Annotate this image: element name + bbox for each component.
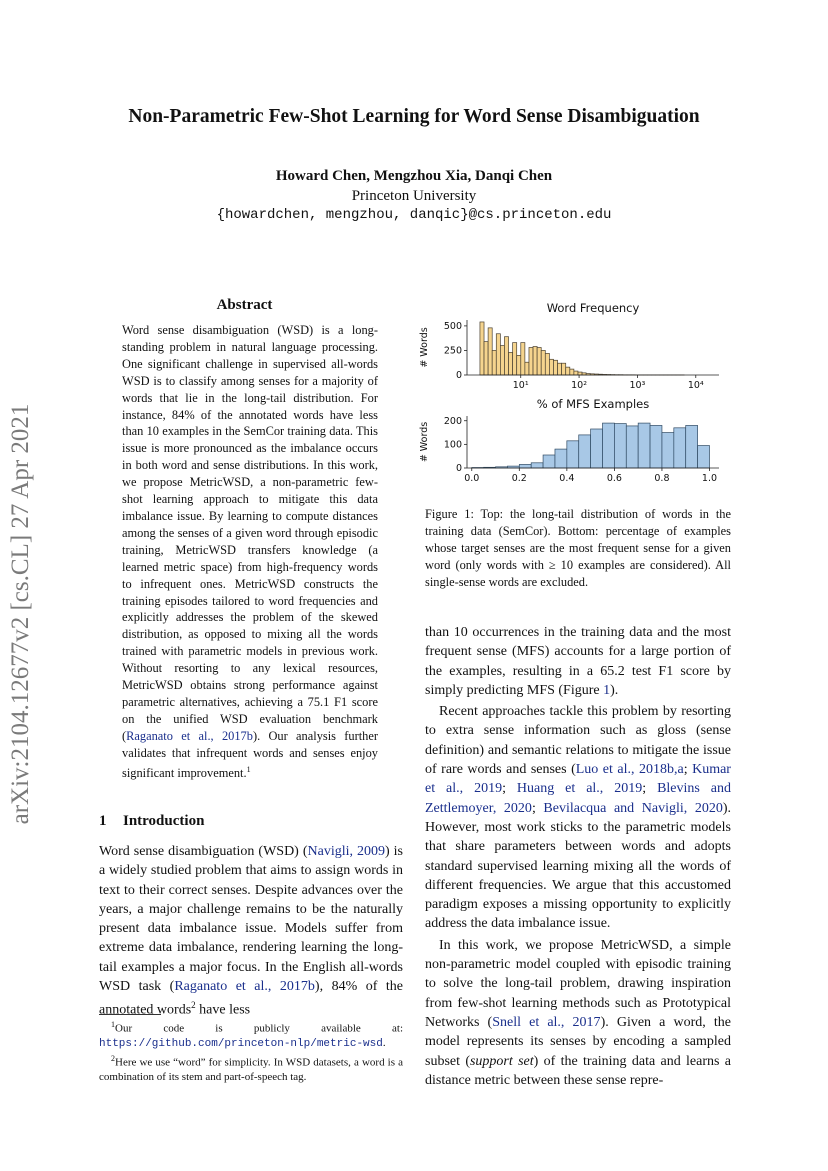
y-tick-label: 250 [443, 345, 462, 357]
x-tick-label: 0.4 [559, 473, 575, 484]
footnote-marker[interactable]: 1 [246, 764, 251, 774]
histogram-bar [626, 426, 638, 468]
histogram-bar [614, 424, 626, 468]
section-title: Introduction [123, 813, 205, 829]
intro-text: In this work, we propose MetricWSD, a simple non-parametric model coupled with episodic training to solve the long-tail problem, drawing inspiration from few-shot learning methods such as Prototypical Networks ( [425, 937, 731, 1030]
intro-text: ). Given a word, the model represents its senses by encoding a sampled subset ( [425, 1014, 731, 1069]
histogram-bar [531, 463, 543, 468]
citation-link[interactable]: Navigli, 2009 [307, 844, 385, 859]
x-tick-label: 0.2 [511, 473, 527, 484]
chart-title: Word Frequency [546, 301, 640, 315]
citation-link[interactable]: Raganato et al., 2017b [174, 979, 315, 995]
figure-1-charts [419, 298, 729, 494]
histogram-bar [578, 372, 582, 375]
histogram-bar [529, 348, 533, 376]
histogram-bar [650, 425, 662, 468]
abstract-body: Word sense disambiguation (WSD) is a long-standing problem in natural language processing. One significant challenge in supervised all-words WSD is to classify among senses for a majority of words that lie in the long-tail distribution. For instance, 84% of the annotated words have less than 10 examples in the SemCor training data. This issue is more pronounced as the imbalance occurs in both word and sense distributions. In this work, we propose MetricWSD, a non-parametric few-shot learning approach to mitigate this data imbalance issue. By learning to compute distances among the senses of a given word through episodic training, MetricWSD transfers knowledge (a learned metric space) from high-frequency words to infrequent ones. MetricWSD constructs the training episodes tailored to word frequencies and explicitly addresses the problem of the skewed distribution, as opposed to mixing all the words trained with parametric models in previous work. Without resorting to any lexical resources, MetricWSD obtains strong performance against parametric alternatives, achieving a 75.1 F1 score on the unified WSD evaluation benchmark ( [122, 323, 378, 743]
intro-text: ) is a widely studied problem that aims to assign words in text to their correct senses. Despite advances over the years, a major challenge remains to be the naturally present data imbalance issue. Models suffer from extreme data imbalance, rendering learning the long-tail examples a major focus. In the English all-words WSD task ( [99, 844, 403, 995]
footnote-divider [99, 1014, 161, 1015]
separator: ; [502, 781, 517, 797]
citation-link[interactable]: Luo et al., 2018b,a [575, 762, 684, 778]
histogram-bar [525, 362, 529, 375]
histogram-bar [674, 428, 686, 468]
word-frequency-histogram [419, 301, 719, 391]
histogram-bar [562, 363, 566, 375]
histogram-bar [553, 360, 557, 375]
abstract-heading: Abstract [216, 297, 273, 313]
footnote-number: 1 [111, 1020, 115, 1029]
citation-link[interactable]: Huang et al., 2019 [516, 781, 643, 797]
x-tick-label: 10⁴ [687, 380, 704, 391]
x-tick-label: 10³ [629, 380, 646, 391]
histogram-bar [567, 441, 579, 468]
histogram-bar [686, 425, 698, 468]
intro-text: ), 84% of the annotated words [99, 979, 403, 1019]
y-tick-label: 0 [455, 463, 462, 475]
histogram-bar [492, 350, 496, 375]
histogram-bar [566, 367, 570, 375]
separator: ; [683, 762, 693, 778]
histogram-bar [662, 433, 674, 468]
x-tick-label: 10¹ [512, 380, 529, 391]
emphasis: support set [469, 1053, 534, 1069]
histogram-bar [638, 423, 650, 468]
x-tick-label: 0.8 [654, 473, 670, 484]
abstract-text [122, 322, 378, 782]
histogram-bar [504, 337, 508, 375]
histogram-bar [519, 464, 531, 468]
histogram-bar [698, 446, 710, 468]
x-tick-label: 0.0 [464, 473, 480, 484]
histogram-bar [543, 455, 555, 468]
intro-text: Word sense disambiguation (WSD) ( [99, 844, 308, 859]
histogram-bar [603, 423, 615, 468]
histogram-bar [574, 371, 578, 375]
histogram-bar [480, 322, 484, 375]
x-tick-label: 0.6 [606, 473, 622, 484]
histogram-bar [549, 359, 553, 375]
histogram-bar [570, 369, 574, 375]
footnote-text: Here we use “word” for simplicity. In WSD datasets, a word is a combination of its stem and part-of-speech tag. [99, 1056, 403, 1083]
citation-link[interactable]: Snell et al., 2017 [492, 1014, 601, 1030]
citation-link[interactable]: Blevins and Zettlemoyer, 2020 [425, 781, 732, 816]
chart-title: % of MFS Examples [536, 397, 650, 411]
histogram-bar [517, 355, 521, 375]
histogram-bar [496, 334, 500, 375]
code-url-link[interactable]: https://github.com/princeton-nlp/metric-wsd [99, 1038, 383, 1051]
y-tick-label: 200 [443, 415, 462, 427]
histogram-bar [541, 350, 545, 375]
paragraph [425, 623, 731, 700]
footnote-number: 2 [111, 1053, 115, 1063]
y-axis-label: # Words [419, 421, 430, 463]
citation-link[interactable]: Kumar et al., 2019 [425, 762, 731, 797]
section-number: 1 [99, 813, 107, 829]
figure-1-caption: Figure 1: Top: the long-tail distribution of words in the training data (SemCor). Bottom: percentage of examples whose target senses are the most frequent sense for a given word (only words with ≥ 10 examples are considered). All single-sense words are excluded. [425, 507, 731, 589]
y-tick-label: 500 [443, 321, 462, 333]
paragraph [425, 702, 731, 934]
histogram-bar [521, 343, 525, 375]
citation-link[interactable]: Bevilacqua and Navigli, 2020 [543, 800, 723, 816]
intro-text: than 10 occurrences in the training data and the most frequent sense (MFS) accounts for a large portion of the examples, resulting in a 65.2 test F1 score by simply predicting MFS (Figure [425, 625, 731, 698]
histogram-bar [484, 342, 488, 375]
histogram-bar [500, 346, 504, 375]
histogram-bar [513, 343, 517, 375]
arxiv-identifier: arXiv:2104.12677v2 [cs.CL] 27 Apr 2021 [7, 403, 34, 825]
paragraph [425, 936, 731, 1090]
intro-text: have less [195, 1003, 251, 1019]
footnote-text: Our code is publicly available at: [115, 1022, 403, 1035]
intro-text: ) of the training data and learns a distance metric between these sense repre- [425, 1053, 731, 1088]
histogram-bar [579, 435, 591, 468]
intro-text: ). [610, 682, 619, 698]
abstract-body-end: ). Our analysis further validates that infrequent words and senses enjoy significant improvement. [122, 728, 379, 780]
histogram-bar [533, 347, 537, 375]
author-emails: {howardchen, mengzhou, danqic}@cs.princeton.edu [216, 207, 612, 223]
intro-paragraph-left [99, 842, 403, 1020]
footnote-2 [99, 1052, 403, 1085]
figure-reference-link[interactable]: 1 [603, 682, 611, 698]
intro-text: ). However, most work sticks to the parametric models that share parameters between words and adopts standard supervised learning mixing all the words of different frequencies. We argue that this accustomed paradigm exposes a missing opportunity to explicitly address the data imbalance issue. [425, 800, 731, 932]
intro-text: Recent approaches tackle this problem by resorting to extra sense information such as gloss (sense definition) and semantic relations to mitigate the issue of rare words and senses ( [425, 704, 731, 778]
histogram-bar [488, 328, 492, 375]
separator: ; [642, 781, 658, 797]
intro-paragraphs-right [425, 623, 731, 1090]
histogram-bar [509, 352, 513, 375]
author-list: Howard Chen, Mengzhou Xia, Danqi Chen [275, 168, 553, 184]
footnote-text: . [382, 1037, 386, 1050]
y-axis-label: # Words [419, 327, 430, 368]
histogram-bar [558, 363, 562, 375]
section-heading-introduction [99, 813, 204, 830]
histogram-bar [591, 429, 603, 468]
y-tick-label: 0 [455, 370, 462, 382]
footnote-1 [99, 1018, 403, 1052]
footnote-marker[interactable]: 2 [191, 1000, 196, 1011]
footnotes [99, 1018, 403, 1084]
citation-link[interactable]: Raganato et al., 2017b [126, 728, 253, 743]
histogram-bar [537, 348, 541, 376]
x-tick-label: 1.0 [701, 473, 718, 484]
histogram-bar [555, 449, 567, 468]
x-tick-label: 10² [571, 380, 588, 391]
histogram-bar [545, 353, 549, 375]
separator: ; [531, 800, 544, 816]
affiliation: Princeton University [351, 188, 477, 204]
paper-title: Non-Parametric Few-Shot Learning for Word Sense Disambiguation [128, 106, 700, 127]
y-tick-label: 100 [443, 439, 462, 451]
mfs-percentage-histogram [419, 397, 719, 484]
